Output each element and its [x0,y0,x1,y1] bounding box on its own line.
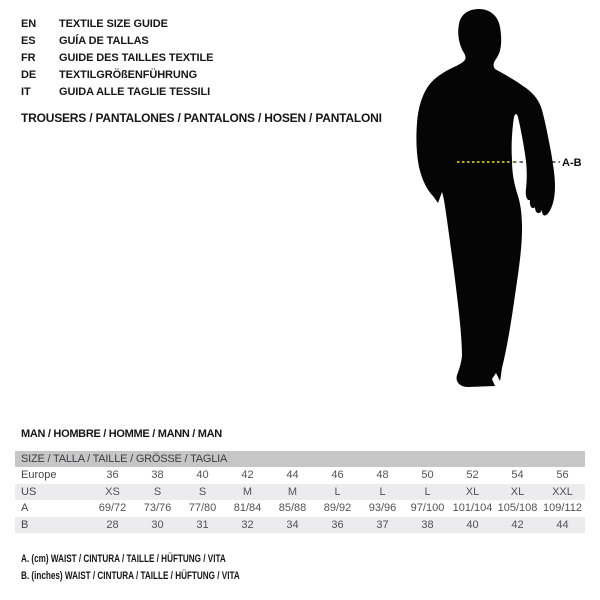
table-cell: 38 [151,469,164,482]
table-cell: 28 [106,518,119,531]
table-row-label: B [21,518,29,531]
language-guide-row [21,32,213,49]
table-cell: 85/88 [278,502,307,515]
table-cell: 37 [376,518,389,531]
table-cell: 73/76 [143,502,172,515]
table-row [15,467,585,484]
table-cell: 89/92 [323,502,352,515]
footnote-line: A. (cm) WAIST / CINTURA / TAILLE / HÜFTUNG / VITA [21,553,226,565]
table-cell: XL [510,485,525,498]
language-code: DE [21,69,37,82]
man-silhouette [416,9,555,387]
table-cell: 40 [196,469,209,482]
table-cell: L [334,485,341,498]
table-row-label: US [21,485,37,498]
table-cell: XXL [552,485,573,498]
table-cell: 101/104 [452,502,493,515]
language-code: EN [21,17,37,30]
table-cell: 56 [556,469,569,482]
table-cell: 44 [556,518,569,531]
table-cell: S [198,485,207,498]
footnotes [21,551,317,586]
table-cell: 69/72 [98,502,127,515]
language-guide-list [21,15,213,101]
table-cell: 38 [421,518,434,531]
table-cell: 36 [106,469,119,482]
table-cell: 30 [151,518,164,531]
table-cell: M [242,485,253,498]
table-cell: 34 [286,518,299,531]
language-code: FR [21,51,36,64]
category-heading: TROUSERS / PANTALONES / PANTALONS / HOSEN / PANTALONI [21,111,382,125]
table-cell: 52 [466,469,479,482]
table-row [15,500,585,517]
table-cell: 109/112 [543,502,582,515]
table-cell: 31 [196,518,209,531]
table-cell: XL [465,485,480,498]
table-cell: 36 [331,518,344,531]
table-row-label: A [21,502,29,515]
measure-label: A-B [562,157,582,169]
table-row-label: Europe [21,469,57,482]
language-guide-label: GUÍA DE TALLAS [59,34,149,47]
size-table-header: SIZE / TALLA / TAILLE / GRÖSSE / TAGLIA [15,451,585,467]
table-row [15,517,585,534]
table-cell: S [153,485,162,498]
language-guide-row [21,67,213,84]
table-cell: 44 [286,469,299,482]
gender-heading: MAN / HOMBRE / HOMME / MANN / MAN [21,428,222,440]
table-cell: 81/84 [233,502,262,515]
table-cell: 93/96 [368,502,397,515]
language-code: ES [21,34,36,47]
language-guide-label: TEXTILGRÖßENFÜHRUNG [59,69,198,82]
table-row [15,484,585,501]
table-cell: 48 [376,469,389,482]
language-guide-row [21,84,213,101]
table-cell: XS [105,485,120,498]
table-cell: 42 [511,518,524,531]
language-guide-row [21,49,213,66]
footnote-line: B. (inches) WAIST / CINTURA / TAILLE / HÜFTUNG / VITA [21,570,240,583]
man-silhouette-figure [400,0,600,400]
language-code: IT [21,86,31,99]
table-cell: 50 [421,469,434,482]
language-guide-label: GUIDA ALLE TAGLIE TESSILI [59,86,211,99]
table-cell: 42 [241,469,254,482]
size-table-rows [15,467,585,533]
table-cell: L [379,485,386,498]
table-cell: M [287,485,298,498]
language-guide-label: TEXTILE SIZE GUIDE [59,17,168,30]
language-guide-label: GUIDE DES TAILLES TEXTILE [59,51,214,64]
table-cell: 32 [241,518,254,531]
table-cell: 54 [511,469,524,482]
table-cell: 77/80 [188,502,217,515]
table-cell: 46 [331,469,344,482]
language-guide-row [21,15,213,32]
size-table [15,451,585,533]
table-cell: 105/108 [497,502,538,515]
table-cell: 97/100 [410,502,445,515]
table-cell: L [424,485,431,498]
table-cell: 40 [466,518,479,531]
